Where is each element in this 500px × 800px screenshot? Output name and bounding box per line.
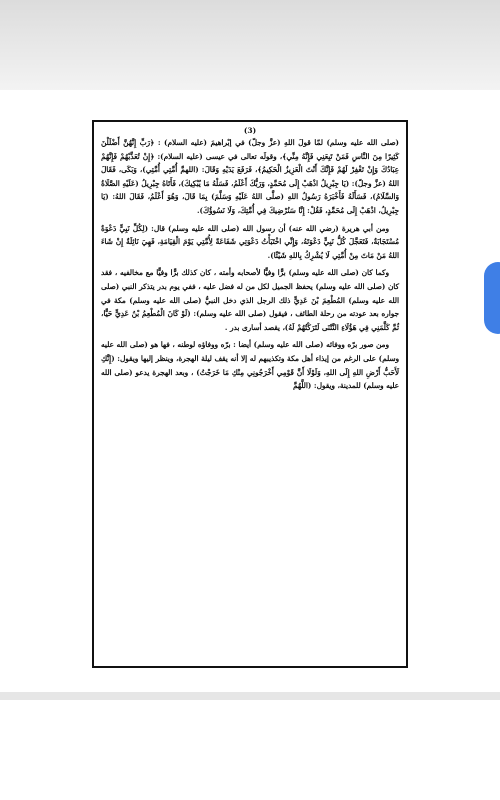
paragraph-1: (صلى الله عليه وسلم) لمّا قولَ اللهِ (عزَّ وجلّ) في إبْراهيمَ (عليه السلام) : ﴿رَبِّ إِنَّهُنَّ أَضْلَلْنَ كَثِيرًا مِنَ النَّاسِ فَمَنْ تَبِعَنِي فَإِنَّهُ مِنِّي﴾، وقولَه تعالى في عيسى (عليه السلام): ﴿إِنْ تُعَذِّبْهُمْ فَإِنَّهُمْ عِبَادُكَ وَإِنْ تَغْفِرْ لَهُمْ فَإِنَّكَ أَنْتَ الْعَزِيزُ الْحَكِيمُ﴾، فَرَفَعَ يَدَيْهِ وَقَالَ: (اللهمَّ أُمَّتِي أُمَّتِي)، وَبَكَى، فَقَالَ اللهُ (عزَّ وجلّ): (يَا جِبْرِيلُ اذْهَبْ إِلَى مُحَمَّدٍ، وَرَبُّكَ أَعْلَمُ، فَسَلْهُ مَا يُبْكِيكَ)، فَأَتَاهُ جِبْرِيلُ (عَلَيْهِ الصَّلَاةُ وَالسَّلَامُ)، فَسَأَلَهُ فَأَخْبَرَهُ رَسُولُ اللهِ (صلَّى اللهُ عَلَيْهِ وَسَلَّمَ) بِمَا قَالَ، وَهُوَ أَعْلَمُ، فَقَالَ اللهُ: (يَا جِبْرِيلُ، اذْهَبْ إِلَى مُحَمَّدٍ، فَقُلْ: إِنَّا سَنُرْضِيكَ فِي أُمَّتِكَ، وَلَا نَسُوؤُكَ). bbox=[101, 138, 399, 215]
paragraph-3: وكما كان (صلى الله عليه وسلم) برًّا وفيًّا لأصحابه وأمته ، كان كذلك برًّا وفيًّا مع مخالفيه ، فقد كان (صلى الله عليه وسلم) يحفظ الجميل لكل من له فضل عليه ، ففي يوم بدر يتذكر النبي (صلى الله عليه وسلم) المُطْعِمَ بْنَ عَدِيٍّ ذلك الرجل الذي دخل النبيُّ (صلى الله عليه وسلم) مكة في جواره بعد عودته من رحلة الطائف ، فيقول (صلى الله عليه وسلم): (لَوْ كَانَ الْمُطْعِمُ بْنُ عَدِيٍّ حَيًّا، ثُمَّ كَلَّمَنِي فِي هَؤُلَاءِ النَّتْنَى لَتَرَكْتُهُمْ لَهُ)، يقصد أسارى بدر . bbox=[101, 268, 399, 332]
viewer-top-area bbox=[0, 0, 500, 90]
paragraph-4: ومن صور برّه ووفائه (صلى الله عليه وسلم) أيضا : برّه ووفاؤه لوطنه ، فها هو (صلى الله عليه وسلم) على الرغم من إيذاء أهل مكة وتكذيبهم له إلا أنه يقف ليلة الهجرة، وينظر إليها ويقول: (إِنَّكِ لَأَحَبُّ أَرْضِ اللهِ إِلَى اللهِ، وَلَوْلَا أَنَّ قَوْمِي أَخْرَجُونِي مِنْكِ مَا خَرَجْتُ) ، وبعد الهجرة يدعو (صلى الله عليه وسلم) للمدينة، ويقول: (اللَّهُمَّ bbox=[101, 340, 399, 391]
page-border-frame bbox=[92, 120, 408, 668]
page-separator bbox=[0, 692, 500, 700]
side-scroll-handle[interactable] bbox=[484, 262, 500, 334]
page-body-text bbox=[101, 136, 399, 393]
document-page bbox=[0, 90, 500, 692]
next-document-page bbox=[0, 700, 500, 800]
page-number: (3) bbox=[243, 126, 257, 135]
paragraph-2: ومن أبي هريرة (رضي الله عنه) أن رسول الله (صلى الله عليه وسلم) قال: (لِكُلِّ نَبِيٍّ دَعْوَةٌ مُسْتَجَابَةٌ، فَتَعَجَّلَ كُلُّ نَبِيٍّ دَعْوَتَهُ، وَإِنِّي اخْتَبَأْتُ دَعْوَتِي شَفَاعَةً لِأُمَّتِي يَوْمَ الْقِيَامَةِ، فَهِيَ نَائِلَةٌ إِنْ شَاءَ اللهُ مَنْ مَاتَ مِنْ أُمَّتِي لَا يُشْرِكُ بِاللهِ شَيْئًا). bbox=[101, 223, 399, 260]
